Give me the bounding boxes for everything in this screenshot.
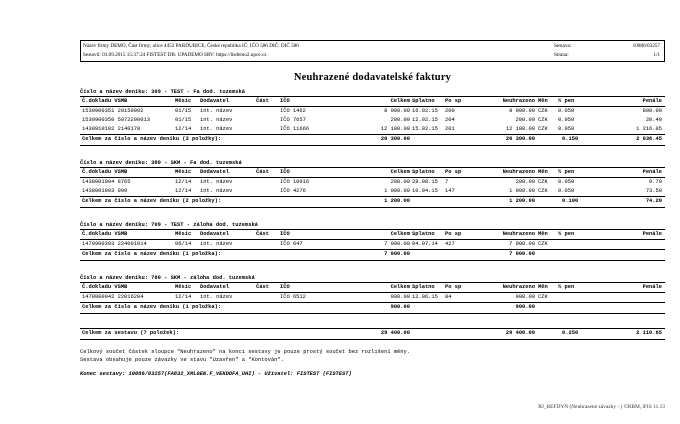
section-total-row <box>80 249 665 261</box>
column-header-celk: Celkem <box>390 169 410 175</box>
cell-mes: 01/15 <box>175 108 192 114</box>
section-total-celkem: 20 300.00 <box>380 136 410 142</box>
column-header-pe: Penále <box>642 98 662 104</box>
column-header-ico: IČO <box>280 169 290 175</box>
column-header-mes: Měsíc <box>175 231 192 237</box>
header-page-number: 1/1 <box>653 52 660 58</box>
section-total-row <box>80 196 665 208</box>
table-row <box>80 240 665 249</box>
journal-section <box>80 159 665 208</box>
cell-pe: 1 216.05 <box>636 126 662 132</box>
cell-neu: 12 100.00 <box>505 126 535 132</box>
note-line: Sestava obsahuje pouze závazky ve stavu "Uzavřen" a "Kontován". <box>80 357 284 363</box>
section-total-neuhrazeno: 7 000.00 <box>509 251 535 257</box>
column-header-cast: Část <box>256 284 269 290</box>
note-line: Celkový součet částek sloupce "Neuhrazeno" na konci sestavy je pouze prostý součet bez rozlišení měny. <box>80 349 410 355</box>
cell-spl: 15.02.15 <box>412 126 438 132</box>
cell-pe: 800.00 <box>642 108 662 114</box>
column-header-neu: Neuhrazeno <box>502 231 535 237</box>
column-header-mes: Měsíc <box>175 284 192 290</box>
grand-total-row <box>80 328 665 340</box>
section-title: Číslo a název deníku: 380 - SKM - Fa dod. tuzemská <box>80 160 242 166</box>
section-title: Číslo a název deníku: 780 - SKM - záloha dod. tuzemská <box>80 275 255 281</box>
cell-men: CZK <box>538 126 548 132</box>
cell-posp: 204 <box>445 117 455 123</box>
cell-posp: 7 <box>445 179 449 185</box>
cell-doc: 1430910102 2140178 <box>82 126 141 132</box>
column-header-pe: Penále <box>642 231 662 237</box>
header-report-number: 10086/03257 <box>632 43 660 49</box>
section-total-label: Celkem za číslo a název deníku (3 položky): <box>82 136 222 142</box>
cell-posp: 84 <box>445 294 452 300</box>
cell-dod: int. název <box>200 117 233 123</box>
cell-celk: 200.00 <box>390 179 410 185</box>
column-header-pen: % pen <box>558 169 575 175</box>
cell-mes: 12/14 <box>175 126 192 132</box>
cell-men: CZK <box>538 294 548 300</box>
cell-mes: 12/14 <box>175 179 192 185</box>
cell-ico: IČO 6512 <box>280 294 306 300</box>
cell-pen: 0.050 <box>558 117 575 123</box>
grand-total-label: Celkem za sestavu (7 položek): <box>82 330 180 336</box>
column-header-neu: Neuhrazeno <box>502 98 535 104</box>
cell-doc: 1438001903 999 <box>82 188 128 194</box>
cell-ico: IČO 11666 <box>280 126 310 132</box>
section-total-row <box>80 302 665 314</box>
cell-pen: 0.050 <box>558 179 575 185</box>
cell-pe: 0.70 <box>649 179 662 185</box>
cell-mes: 01/15 <box>175 117 192 123</box>
cell-men: CZK <box>538 179 548 185</box>
column-header-dod: Dodavatel <box>200 284 230 290</box>
cell-men: CZK <box>538 117 548 123</box>
section-title: Číslo a název deníku: 309 - TEST - Fa dod. tuzemská <box>80 89 245 95</box>
section-total-label: Celkem za číslo a název deníku (1 položka): <box>82 304 222 310</box>
report-sections <box>80 88 665 314</box>
report-notes <box>80 348 665 364</box>
column-header-pen: % pen <box>558 98 575 104</box>
section-total-celkem: 900.00 <box>390 304 410 310</box>
column-header-spl: Splatno <box>412 231 435 237</box>
cell-pe: 20.40 <box>645 117 662 123</box>
cell-posp: 147 <box>445 188 455 194</box>
column-header-doc: Č.dokladu VSMB <box>82 284 128 290</box>
cell-dod: int. název <box>200 241 233 247</box>
cell-ico: IČO 647 <box>280 241 303 247</box>
cell-neu: 1 000.00 <box>509 188 535 194</box>
journal-section <box>80 221 665 261</box>
column-header-men: Měn <box>538 98 548 104</box>
cell-celk: 200.00 <box>390 117 410 123</box>
cell-pen: 0.050 <box>558 126 575 132</box>
grand-total-neuhrazeno: 29 400.00 <box>505 330 535 336</box>
table-row <box>80 293 665 302</box>
cell-men: CZK <box>538 108 548 114</box>
grand-total-celkem: 29 400.00 <box>380 330 410 336</box>
column-header-men: Měn <box>538 169 548 175</box>
column-header-spl: Splatno <box>412 284 435 290</box>
section-title: Číslo a název deníku: 709 - TEST - záloha dod. tuzemská <box>80 222 258 228</box>
cell-neu: 200.00 <box>515 179 535 185</box>
cell-pe: 73.50 <box>645 188 662 194</box>
cell-posp: 201 <box>445 126 455 132</box>
cell-doc: 1438001904 8765 <box>82 179 131 185</box>
column-header-pen: % pen <box>558 284 575 290</box>
column-header-row <box>80 167 665 178</box>
column-header-ico: IČO <box>280 284 290 290</box>
table-row <box>80 187 665 196</box>
cell-posp: 200 <box>445 108 455 114</box>
report-footer: RJ_REFDYN (Neuhrazené závazky - ) ©RBM, iFIS 11.13 <box>538 404 665 410</box>
cell-dod: int. název <box>200 108 233 114</box>
column-header-cast: Část <box>256 231 269 237</box>
cell-spl: 16.02.15 <box>412 108 438 114</box>
column-header-spl: Splatno <box>412 169 435 175</box>
column-header-pen: % pen <box>558 231 575 237</box>
column-header-men: Měn <box>538 231 548 237</box>
column-header-pe: Penále <box>642 169 662 175</box>
column-header-mes: Měsíc <box>175 169 192 175</box>
header-report-label: Sestava: <box>554 43 572 49</box>
section-total-celkem: 1 200.00 <box>384 198 410 204</box>
cell-mes: 12/14 <box>175 188 192 194</box>
cell-men: CZK <box>538 241 548 247</box>
journal-section <box>80 88 665 146</box>
cell-spl: 28.08.15 <box>412 179 438 185</box>
column-header-doc: Č.dokladu VSMB <box>82 169 128 175</box>
cell-ico: IČO 1462 <box>280 108 306 114</box>
section-total-celkem: 7 000.00 <box>384 251 410 257</box>
cell-ico: IČO 4276 <box>280 188 306 194</box>
cell-mes: 12/14 <box>175 294 192 300</box>
cell-dod: int. název <box>200 126 233 132</box>
cell-celk: 8 000.00 <box>384 108 410 114</box>
table-row <box>80 107 665 116</box>
cell-dod: int. název <box>200 294 233 300</box>
column-header-posp: Po sp <box>445 169 462 175</box>
column-header-posp: Po sp <box>445 231 462 237</box>
cell-ico: IČO 10016 <box>280 179 310 185</box>
cell-mes: 06/14 <box>175 241 192 247</box>
cell-neu: 7 000.00 <box>509 241 535 247</box>
column-header-mes: Měsíc <box>175 98 192 104</box>
cell-spl: 12.02.15 <box>412 117 438 123</box>
column-header-neu: Neuhrazeno <box>502 169 535 175</box>
section-total-neuhrazeno: 20 300.00 <box>505 136 535 142</box>
column-header-celk: Celkem <box>390 231 410 237</box>
journal-section <box>80 274 665 314</box>
cell-spl: 04.07.14 <box>412 241 438 247</box>
cell-neu: 200.00 <box>515 117 535 123</box>
column-header-row <box>80 96 665 107</box>
report-page <box>80 40 665 377</box>
section-total-pen: 0.150 <box>562 136 579 142</box>
section-total-label: Celkem za číslo a název deníku (2 položky): <box>82 198 222 204</box>
column-header-cast: Část <box>256 98 269 104</box>
section-total-row <box>80 134 665 146</box>
column-header-celk: Celkem <box>390 284 410 290</box>
cell-dod: int. název <box>200 179 233 185</box>
column-header-spl: Splatno <box>412 98 435 104</box>
header-author-line: Sestavil: 03.09.2015 15:37:24 FISTEST DB: UPADEMO SRV: https://lisdemo2.upce.cz <box>83 52 267 58</box>
column-header-row <box>80 282 665 293</box>
grand-total-penale: 2 110.65 <box>636 330 662 336</box>
table-row <box>80 116 665 125</box>
grand-total-pen: 0.250 <box>562 330 579 336</box>
cell-doc: 1478000042 22016204 <box>82 294 144 300</box>
cell-celk: 7 000.00 <box>384 241 410 247</box>
cell-dod: int. název <box>200 188 233 194</box>
section-total-label: Celkem za číslo a název deníku (1 položka): <box>82 251 222 257</box>
table-row <box>80 125 665 134</box>
report-end-line: Konec sestavy: 10086/03257(FA832_XMLGEN.F_VEKDOFA_UHI) - Uživatel: FISTEST (FISTEST) <box>80 371 352 377</box>
header-company-line: Název firmy DEMO, Část firmy, ulice 4453 PARDUBICE, České republika IČ: IČO 586 DIČ: DIČ 586 <box>83 43 299 49</box>
column-header-dod: Dodavatel <box>200 98 230 104</box>
cell-doc: 1530900351 20150002 <box>82 108 144 114</box>
column-header-pe: Penále <box>642 284 662 290</box>
report-header-box <box>80 40 665 62</box>
header-page-label: Strana: <box>554 52 569 58</box>
cell-posp: 427 <box>445 241 455 247</box>
cell-pen: 0.050 <box>558 108 575 114</box>
section-total-penale: 2 036.45 <box>636 136 662 142</box>
cell-neu: 8 000.00 <box>509 108 535 114</box>
column-header-row <box>80 229 665 240</box>
cell-celk: 1 000.00 <box>384 188 410 194</box>
report-title: Neuhrazené dodavatelské faktury <box>293 72 452 83</box>
cell-doc: 1530900350 5072200013 <box>82 117 150 123</box>
section-total-pen: 0.100 <box>562 198 579 204</box>
section-total-neuhrazeno: 1 200.00 <box>509 198 535 204</box>
column-header-posp: Po sp <box>445 98 462 104</box>
column-header-men: Měn <box>538 284 548 290</box>
column-header-neu: Neuhrazeno <box>502 284 535 290</box>
cell-celk: 900.00 <box>390 294 410 300</box>
column-header-doc: Č.dokladu VSMB <box>82 98 128 104</box>
section-total-neuhrazeno: 900.00 <box>515 304 535 310</box>
column-header-posp: Po sp <box>445 284 462 290</box>
column-header-cast: Část <box>256 169 269 175</box>
section-total-penale: 74.20 <box>645 198 662 204</box>
column-header-dod: Dodavatel <box>200 231 230 237</box>
cell-spl: 12.06.15 <box>412 294 438 300</box>
cell-celk: 12 100.00 <box>380 126 410 132</box>
cell-neu: 900.00 <box>515 294 535 300</box>
cell-spl: 10.04.15 <box>412 188 438 194</box>
column-header-ico: IČO <box>280 98 290 104</box>
cell-pen: 0.050 <box>558 188 575 194</box>
column-header-doc: Č.dokladu VSMB <box>82 231 128 237</box>
column-header-dod: Dodavatel <box>200 169 230 175</box>
column-header-celk: Celkem <box>390 98 410 104</box>
cell-doc: 1470900393 224001014 <box>82 241 147 247</box>
cell-men: CZK <box>538 188 548 194</box>
cell-ico: IČO 7657 <box>280 117 306 123</box>
table-row <box>80 178 665 187</box>
column-header-ico: IČO <box>280 231 290 237</box>
